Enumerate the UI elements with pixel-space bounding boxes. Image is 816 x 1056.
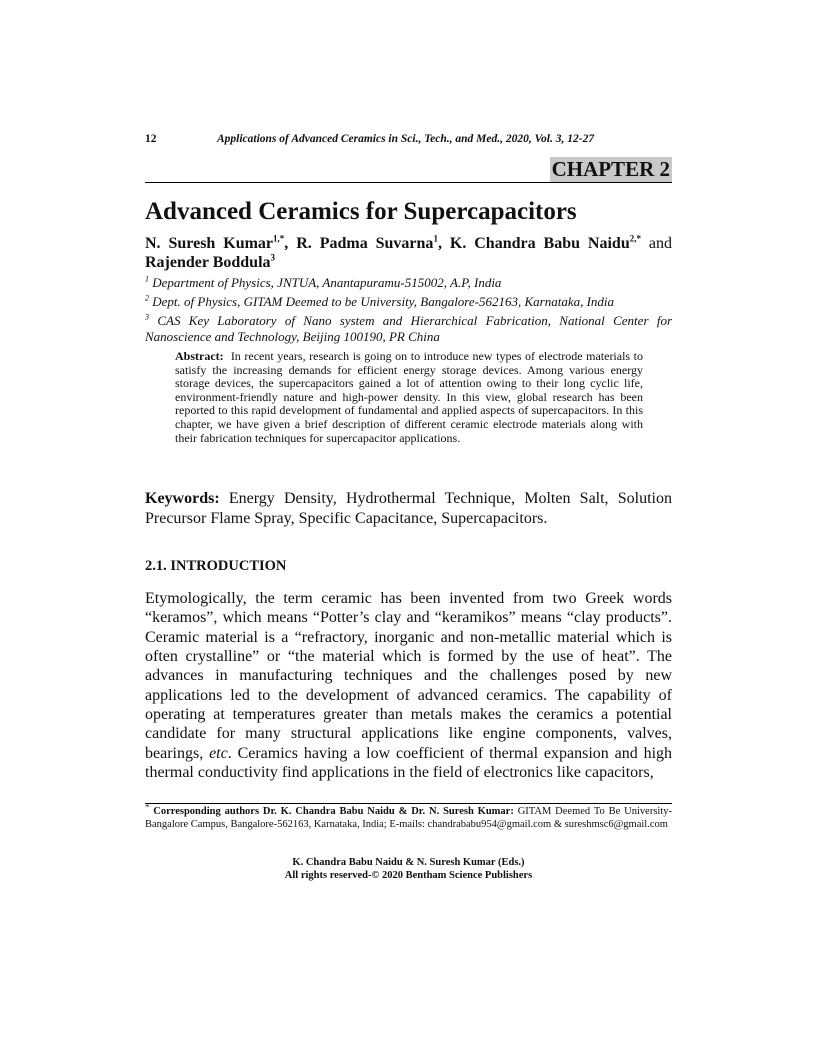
intro-paragraph [145, 589, 672, 782]
volume: Vol. 3 [534, 133, 562, 145]
affiliation [145, 275, 672, 291]
author-list: N. Suresh Kumar$^{1,*}$, R. Padma Suvarna$^1$, K. Chandra Babu Naidu$^{2,*}$ and Rajender Boddula$^3$ [145, 233, 673, 271]
journal-name: Applications of Advanced Ceramics in Sci., Tech., and Med. [217, 133, 501, 145]
affiliation [145, 294, 672, 310]
author: K. Chandra Babu Naidu [449, 235, 630, 252]
header-rule [145, 182, 672, 183]
author-sup: 1,* [273, 233, 285, 244]
footer-rights: All rights reserved-© 2020 Bentham Science Publishers [284, 869, 533, 881]
aff-sup: 2 [145, 293, 149, 303]
footnote-label: Corresponding authors Dr. K. Chandra Babu Naidu & Dr. N. Suresh Kumar: [153, 806, 514, 817]
abstract-label: Abstract: [175, 349, 224, 363]
running-head [145, 133, 672, 148]
footnote-marker: * [145, 801, 150, 812]
intro-etc: etc [209, 744, 228, 762]
intro-text: Etymologically, the term ceramic has been invented from two Greek words “keramos”, which means “Potter’s clay and “keramikos” means “clay products”. Ceramic material is a “refractory, inorganic and non-metallic material which is often crystalline” or “the material which is formed by the use of heat”. The advances in manufacturing techniques and the challenges posed by new applications led to the development of advanced ceramics. The capability of operating at temperatures greater than metals makes the ceramics a potential candidate for many structural applications like engine components, valves, bearings, [145, 590, 672, 762]
keywords-label: Keywords: [145, 490, 220, 508]
chapter-label: CHAPTER 2 [551, 157, 670, 181]
aff-text: CAS Key Laboratory of Nano system and Hierarchical Fabrication, National Center for Nanoscience and Technology, Beijing 100190, PR China [145, 313, 673, 344]
page-range: , 12-27 [561, 133, 595, 145]
aff-text: Department of Physics, JNTUA, Anantapuramu-515002, A.P, India [152, 275, 502, 290]
chapter-title: Advanced Ceramics for Supercapacitors [145, 198, 577, 225]
year: , 2020, [500, 133, 535, 145]
keywords [145, 489, 672, 528]
main-content [145, 196, 672, 782]
page-footer [145, 857, 672, 882]
aff-text: Dept. of Physics, GITAM Deemed to be University, Bangalore-562163, Karnataka, India [152, 294, 615, 309]
page-number: 12 [145, 133, 157, 145]
aff-sup: 1 [145, 274, 149, 284]
footnote-rule [145, 803, 672, 804]
footer-editors: K. Chandra Babu Naidu & N. Suresh Kumar (Eds.) [292, 857, 525, 868]
keywords-text: Energy Density, Hydrothermal Technique, Molten Salt, Solution Precursor Flame Spray, Specific Capacitance, Supercapacitors. [145, 490, 673, 527]
author: R. Padma Suvarna [296, 235, 434, 252]
journal-citation [217, 133, 594, 145]
author: Rajender Boddula [145, 254, 271, 271]
and-text: and [648, 235, 673, 252]
intro-text: . Ceramics having a low coefficient of thermal expansion and high thermal conductivity find applications in the field of electronics like capacitors, [145, 744, 673, 781]
author: N. Suresh Kumar [145, 235, 274, 252]
author-sup: 3 [270, 252, 276, 263]
author-sup: 1 [433, 233, 438, 244]
abstract-text: In recent years, research is going on to introduce new types of electrode materials to satisfy the increasing demands for efficient energy storage devices. Among various energy storage devices, the supercapacitors gained a lot of attention owing to their long cyclic life, environment-friendly nature and high-power density. In this view, global research has been reported to this rapid development of fundamental and applied aspects of supercapacitors. In this chapter, we have given a brief description of different ceramic electrode materials along with their fabrication techniques for supercapacitor applications. [175, 349, 644, 445]
aff-sup: 3 [145, 312, 149, 322]
abstract [175, 350, 643, 445]
affiliation [145, 313, 672, 345]
footnote [145, 801, 672, 831]
author-sup: 2,* [629, 233, 641, 244]
section-heading: 2.1. INTRODUCTION [145, 558, 287, 575]
footnote-text: GITAM Deemed To Be University-Bangalore Campus, Bangalore-562163, Karnataka, India; E-mails: chandrababu954@gmail.com & sureshmsc6@gmail.com [145, 806, 672, 830]
